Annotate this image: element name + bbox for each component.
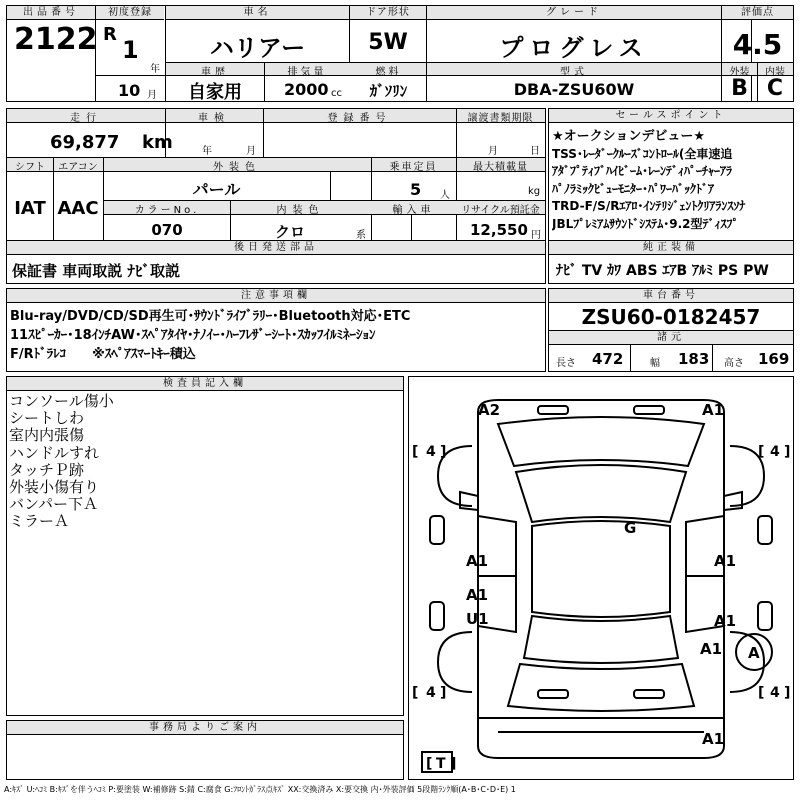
chassis-value: ZSU60-0182457 (581, 305, 761, 329)
int-header: 内装 (765, 67, 785, 78)
ac-header: エアコン (58, 162, 98, 173)
hei-label: 高さ (724, 358, 744, 369)
disp-unit: cc (331, 88, 342, 99)
tire-fr: 4 (770, 444, 780, 460)
svg-text:]: ] (440, 444, 447, 460)
era: R (103, 24, 117, 45)
wid-label: 幅 (650, 358, 660, 369)
month-unit: 月 (147, 90, 157, 101)
first-reg-header: 初度登録 (96, 6, 164, 20)
fuel-header: 燃料 (375, 67, 402, 78)
history-value: 自家用 (188, 82, 242, 103)
len-label: 長さ (556, 358, 576, 369)
lot-header: 出品番号 (7, 6, 95, 20)
door-value: 5W (368, 30, 408, 55)
note-line: Blu-ray/DVD/CD/SD再生可･ｻｳﾝﾄﾞﾗｲﾌﾞﾗﾘｰ･Bluetooth対応･ETC (10, 309, 411, 324)
ac-value: AAC (57, 198, 99, 219)
score-value: 4.5 (732, 28, 783, 61)
inspector-line: シートしわ (9, 409, 85, 428)
inspector-lines (9, 393, 114, 531)
inspector-line: コンソール傷小 (9, 392, 114, 410)
model-header: 型式 (560, 67, 588, 78)
note-line: F/Rﾄﾞﾗﾚｺ ※ｽﾍﾟｱｽﾏｰﾄｷｰ積込 (10, 347, 196, 362)
damage-mark: A1 (702, 401, 725, 419)
grade-value: プログレス (499, 34, 649, 62)
import-header: 輸入車 (392, 205, 435, 216)
svg-text:[: [ (758, 444, 765, 460)
cap-unit: 人 (440, 190, 450, 201)
equip-value: ﾅﾋﾞ TV ｶﾜ ABS ｴｱB ｱﾙﾐ PS PW (556, 263, 769, 279)
colorno-header: カラーNo. (134, 205, 200, 216)
intcolor-value: クロ (274, 223, 305, 241)
equip-header: 純正装備 (549, 241, 793, 255)
score-header: 評価点 (722, 6, 793, 20)
tire-rr: 4 (770, 685, 780, 701)
mileage-value: 69,877 (50, 132, 120, 153)
inspect-header: 車検 (198, 113, 230, 124)
damage-mark: U1 (466, 610, 489, 628)
wid-value: 183 (678, 350, 710, 368)
office-header: 事務局よりご案内 (7, 721, 403, 735)
sales-line: JBLﾌﾟﾚﾐｱﾑｻｳﾝﾄﾞｼｽﾃﾑ･9.2型ﾃﾞｨｽﾌﾟ (552, 216, 739, 231)
spare-label: T (436, 756, 446, 772)
inspect-year: 年 (202, 146, 212, 157)
mileage-unit: km (142, 132, 173, 153)
damage-mark: A1 (702, 730, 725, 748)
svg-text:]: ] (450, 756, 457, 772)
history-header: 車歴 (201, 67, 229, 78)
legend: A:ｷｽﾞ U:ﾍｺﾐ B:ｷｽﾞを伴うﾍｺﾐ P:要塗装 W:補修跡 S:錆 C:腐食 G:ﾌﾛﾝﾄｶﾞﾗｽ点ｷｽﾞ XX:交換済み X:要交換 内･外装評価 5段階ﾗﾝｸ順(A･B･C･D･E) 1 (4, 785, 516, 794)
note-line: 11ｽﾋﾟｰｶｰ･18ｲﾝﾁAW･ｽﾍﾟｱﾀｲﾔ･ﾅﾉｲｰ･ﾊｰﾌﾚｻﾞｰｼｰﾄ･ｽｶｯﾌｲﾙﾐﾈｰｼｮﾝ (10, 328, 376, 343)
shift-value: IAT (14, 198, 46, 219)
cap-value: 5 (410, 180, 422, 199)
color-value: パール (192, 180, 241, 199)
sales-line: ﾊﾟﾉﾗﾐｯｸﾋﾞｭｰﾓﾆﾀｰ･ﾊﾟﾜｰﾊﾞｯｸﾄﾞｱ (552, 181, 715, 196)
year-unit: 年 (150, 64, 160, 75)
sales-line: TRD-F/S/Rｴｱﾛ･ｲﾝﾃﾘｼﾞｪﾝﾄｸﾘｱﾗﾝｽｿﾅ (552, 199, 746, 213)
car-diagram (408, 376, 794, 780)
load-header: 最大積載量 (473, 162, 528, 173)
car-name: ハリアー (209, 34, 306, 62)
disp-value: 2000 (284, 80, 329, 99)
recycle-header: リサイクル預託金 (461, 205, 540, 216)
year-value: 1 (122, 36, 139, 64)
recycle-unit: 円 (531, 230, 541, 241)
cap-header: 乗車定員 (389, 162, 438, 173)
int-value: C (766, 76, 784, 101)
shift-header: シフト (15, 162, 45, 173)
month-value: 10 (118, 81, 141, 100)
colorno-value: 070 (151, 221, 183, 239)
svg-text:[: [ (426, 756, 433, 772)
later-header: 後日発送部品 (7, 241, 545, 255)
intcolor-header: 内装色 (276, 205, 325, 216)
inspector-line: タッチＰ跡 (9, 460, 85, 479)
damage-mark: A (748, 644, 760, 662)
transfer-month: 月 (488, 146, 498, 157)
load-unit: kg (528, 186, 541, 197)
reg-header: 登録番号 (327, 113, 392, 124)
ext-header: 外装 (729, 67, 750, 78)
inspector-line: ミラーＡ (9, 512, 70, 531)
chassis-header: 車台番号 (549, 289, 793, 303)
inspector-line: ハンドルすれ (9, 443, 100, 462)
sales-lines (552, 128, 792, 233)
lot-number: 2122 (14, 22, 98, 57)
damage-mark: A1 (466, 586, 489, 604)
tire-fl: 4 (426, 444, 436, 460)
svg-text:]: ] (784, 685, 791, 701)
dims-header: 諸元 (549, 331, 793, 345)
sales-header: セールスポイント (549, 109, 793, 123)
damage-mark: G (624, 519, 637, 537)
car-outline (478, 400, 724, 758)
sales-line: TSS･ﾚｰﾀﾞｰｸﾙｰｽﾞｺﾝﾄﾛｰﾙ(全車速追 (552, 146, 733, 161)
svg-text:[: [ (412, 685, 419, 701)
fuel-value: ｶﾞｿﾘﾝ (369, 82, 408, 100)
svg-text:]: ] (440, 685, 447, 701)
svg-text:[: [ (758, 685, 765, 701)
notes-header: 注意事項欄 (7, 289, 545, 303)
transfer-header: 譲渡書類期限 (467, 113, 534, 124)
damage-mark: A2 (478, 401, 501, 419)
transfer-day: 日 (530, 146, 540, 157)
later-value: 保証書 車両取説 ﾅﾋﾞ取説 (12, 262, 180, 280)
inspect-month: 月 (246, 146, 256, 157)
tire-rl: 4 (426, 685, 436, 701)
damage-mark: A1 (466, 552, 489, 570)
inspector-line: 室内内張傷 (9, 426, 85, 445)
disp-header: 排気量 (287, 67, 327, 78)
model-value: DBA-ZSU60W (513, 80, 635, 99)
name-header: 車名 (166, 6, 349, 20)
grade-header: グレード (427, 6, 721, 20)
svg-text:[: [ (412, 444, 419, 460)
svg-text:]: ] (784, 444, 791, 460)
mileage-header: 走行 (70, 113, 102, 124)
intcolor-unit: 系 (356, 230, 366, 241)
sales-line: ｱﾀﾞﾌﾟﾃｨﾌﾞﾊｲﾋﾞｰﾑ･ﾚｰﾝﾃﾞｨﾊﾟｰﾁｬｰｱﾗ (552, 164, 733, 178)
inspector-line: バンパー下Ａ (9, 495, 98, 514)
inspector-line: 外装小傷有り (9, 478, 100, 497)
sales-line: ★オークションデビュー★ (552, 129, 706, 144)
door-header: ドア形状 (350, 6, 426, 20)
ext-value: B (731, 76, 748, 101)
damage-mark: A1 (714, 552, 737, 570)
recycle-value: 12,550 (470, 221, 528, 239)
damage-mark: A1 (700, 640, 723, 658)
damage-mark: A1 (714, 612, 737, 630)
inspector-header: 検査員記入欄 (7, 377, 403, 391)
len-value: 472 (592, 350, 624, 368)
color-header: 外装色 (213, 162, 261, 173)
hei-value: 169 (758, 350, 790, 368)
notes-lines (10, 307, 543, 364)
